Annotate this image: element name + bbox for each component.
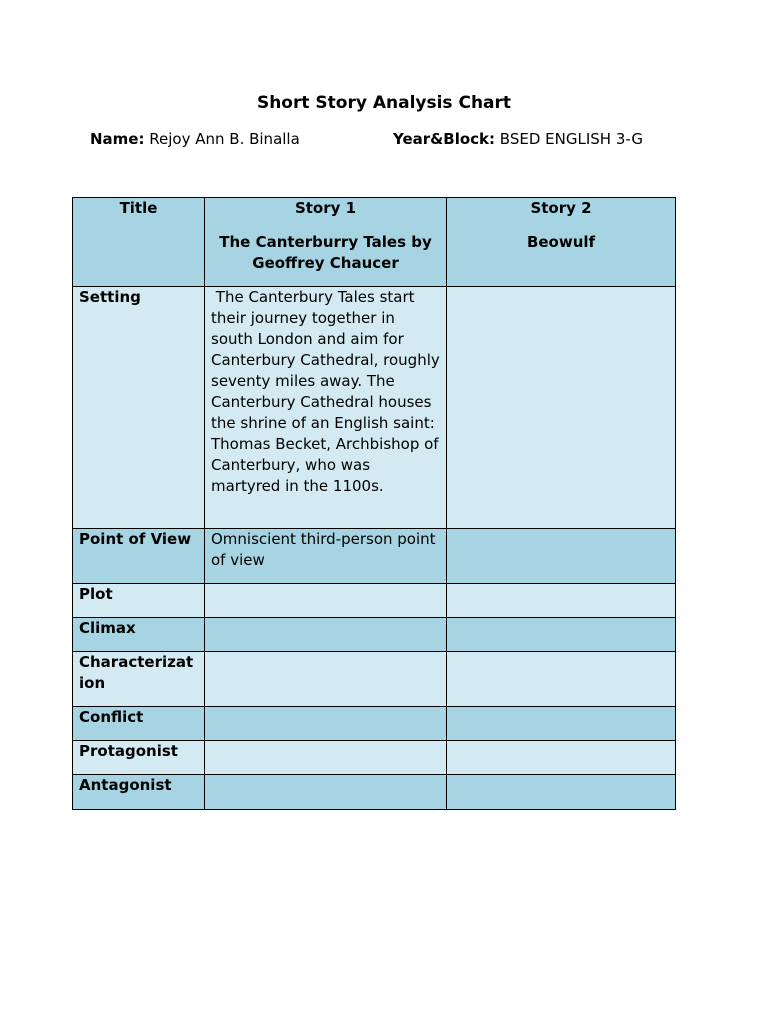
cell-conflict-story2: [447, 707, 676, 741]
row-label-protagonist: Protagonist: [73, 741, 205, 775]
row-label-plot: Plot: [73, 584, 205, 618]
header-story1-label: Story 1: [294, 199, 357, 217]
name-value: Rejoy Ann B. Binalla: [149, 130, 300, 148]
cell-conflict-story1: [205, 707, 447, 741]
cell-antagonist-story1: [205, 775, 447, 810]
cell-pov-story1: Omniscient third-person point of view: [205, 529, 447, 584]
header-title-label: Title: [119, 199, 158, 217]
document-title: Short Story Analysis Chart: [256, 93, 512, 113]
cell-setting-story1: The Canterbury Tales start their journey together in south London and aim for Canterbury Cathedral, roughly seventy miles away. The Canterbury Cathedral houses the shrine of an English saint: Thomas Becket, Archbishop of Canterbury, who was martyred in the 1100s.: [205, 287, 447, 529]
row-label-point-of-view: Point of View: [73, 529, 205, 584]
row-label-antagonist: Antagonist: [73, 775, 205, 810]
cell-characterization-story2: [447, 652, 676, 707]
header-title-cell: [73, 198, 205, 287]
table-row-climax: [73, 618, 676, 652]
table-row-point-of-view: [73, 529, 676, 584]
name-line: [90, 129, 300, 149]
yearblock-line: [393, 129, 643, 149]
table-row-antagonist: [73, 775, 676, 810]
cell-setting-story2: [447, 287, 676, 529]
header-story1-cell: [205, 198, 447, 287]
header-story2-cell: [447, 198, 676, 287]
cell-protagonist-story1: [205, 741, 447, 775]
cell-characterization-story1: [205, 652, 447, 707]
yearblock-value: BSED ENGLISH 3-G: [499, 130, 643, 148]
row-label-conflict: Conflict: [73, 707, 205, 741]
row-label-characterization: Characterization: [73, 652, 205, 707]
cell-antagonist-story2: [447, 775, 676, 810]
table-row-conflict: [73, 707, 676, 741]
yearblock-label: Year&Block:: [393, 130, 496, 148]
table-row-protagonist: [73, 741, 676, 775]
cell-plot-story2: [447, 584, 676, 618]
analysis-table: [72, 197, 676, 810]
table-header-row: [73, 198, 676, 287]
name-label: Name:: [90, 130, 145, 148]
header-story2-label: Story 2: [530, 199, 592, 217]
table-row-plot: [73, 584, 676, 618]
cell-plot-story1: [205, 584, 447, 618]
table-row-characterization: [73, 652, 676, 707]
cell-pov-story2: [447, 529, 676, 584]
table-row-setting: [73, 287, 676, 529]
row-label-setting: Setting: [73, 287, 205, 529]
cell-climax-story1: [205, 618, 447, 652]
row-label-climax: Climax: [73, 618, 205, 652]
header-story1-title: The Canterburry Tales by Geoffrey Chaucer: [219, 233, 432, 272]
cell-protagonist-story2: [447, 741, 676, 775]
header-story2-title: Beowulf: [526, 233, 596, 251]
cell-climax-story2: [447, 618, 676, 652]
